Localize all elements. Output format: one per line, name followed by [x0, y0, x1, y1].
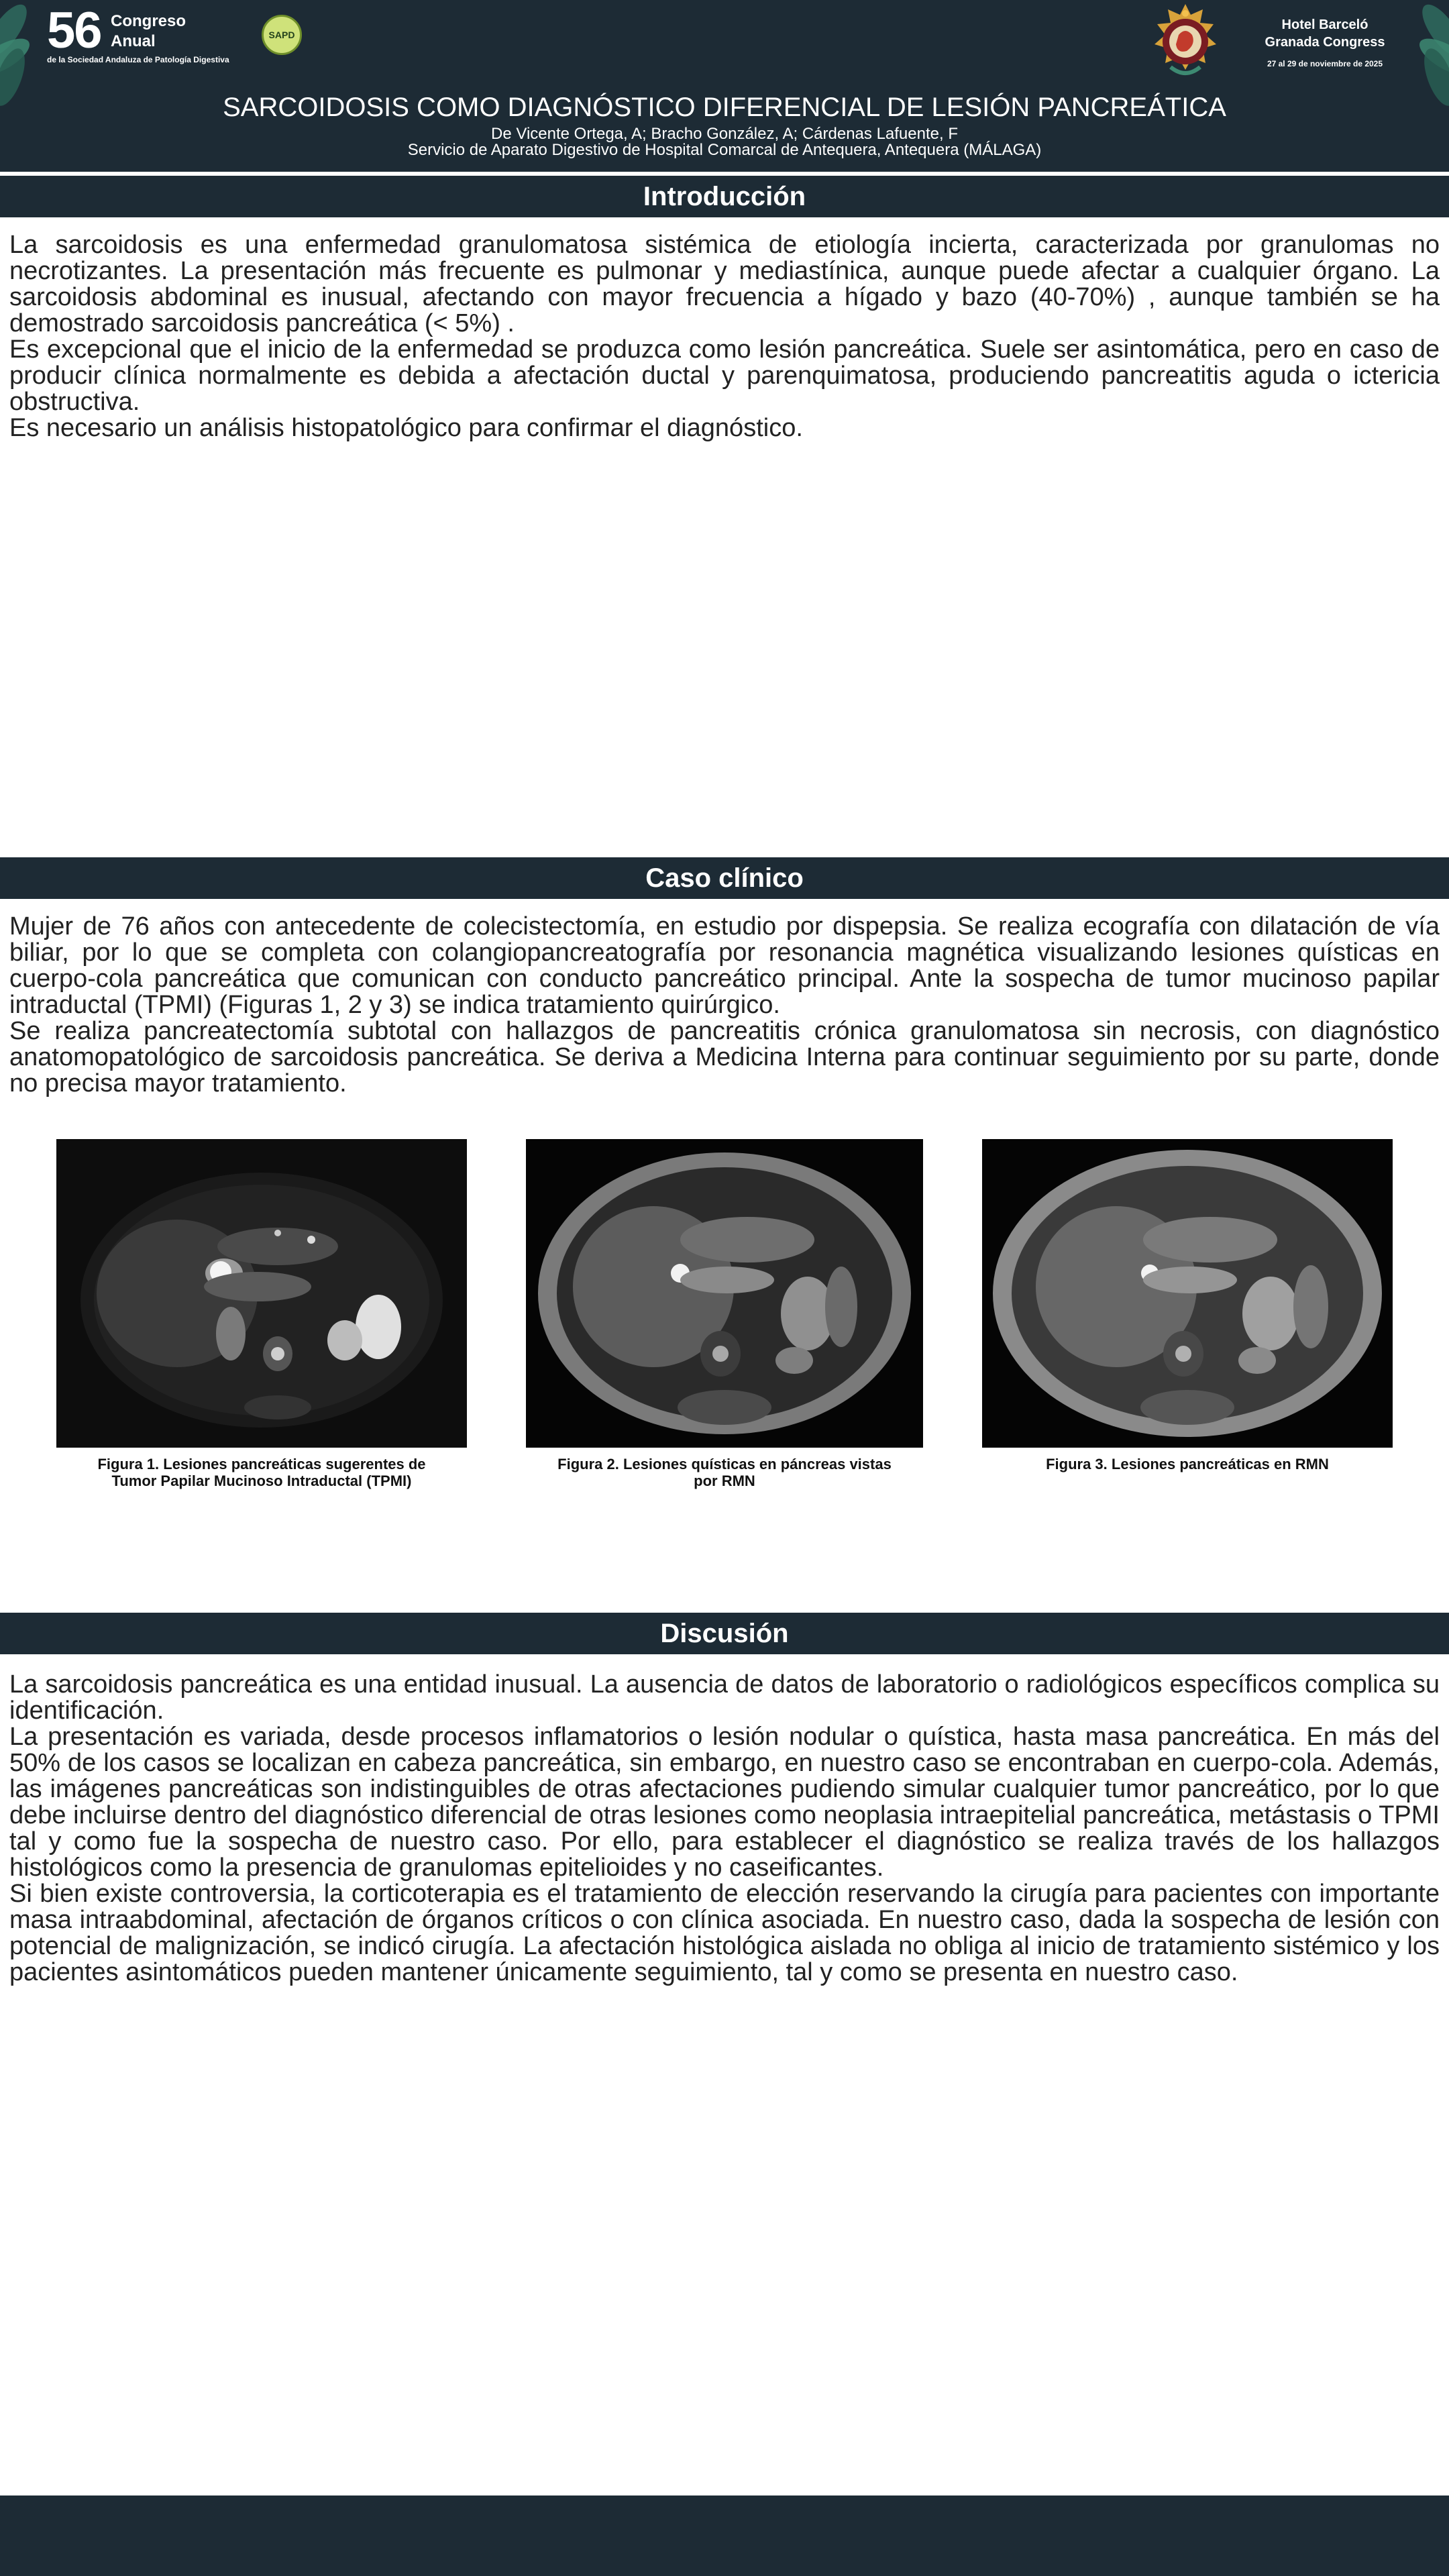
congress-label-line1: Congreso	[111, 12, 186, 30]
paragraph: Mujer de 76 años con antecedente de colecistectomía, en estudio por dispepsia. Se realiza ecografía con dilatación de vía biliar, por lo que se completa con colangiopancreatografía por resonancia magnética visualizando lesiones quísticas en cuerpo-cola pancreática que comunican con conducto pancreático principal. Ante la sospecha de tumor mucinoso papilar intraductal (TPMI) (Figuras 1, 2 y 3) se indica tratamiento quirúrgico.	[9, 912, 1440, 1019]
congress-number: 56	[47, 2, 101, 59]
congress-logo	[47, 2, 302, 70]
figure-2	[526, 1139, 923, 1489]
section-heading-discusion: Discusión	[0, 1613, 1449, 1654]
caption-line: Figura 1. Lesiones pancreáticas sugerentes de	[97, 1456, 426, 1472]
paragraph: Es excepcional que el inicio de la enfermedad se produzca como lesión pancreática. Suele ser asintomática, pero en caso de producir clínica normalmente es debida a afectación ductal y parenquimatosa, produciendo pancreatitis aguda o ictericia obstructiva.	[9, 335, 1440, 416]
caption-line: Figura 3. Lesiones pancreáticas en RMN	[1046, 1456, 1329, 1472]
paragraph: Se realiza pancreatectomía subtotal con hallazgos de pancreatitis crónica granulomatosa sin necrosis, con diagnóstico anatomopatológico de sarcoidosis pancreática. Se deriva a Medicina Interna para continuar seguimiento por su parte, donde no precisa mayor tratamiento.	[9, 1017, 1440, 1097]
figure-1	[56, 1139, 467, 1489]
discusion-text	[9, 1672, 1440, 1986]
caption-line: por RMN	[694, 1472, 755, 1489]
paragraph: La presentación es variada, desde procesos inflamatorios o lesión nodular o quística, hasta masa pancreática. En más del 50% de los casos se localizan en cabeza pancreática, sin embargo, en nuestro caso se encontraban en cuerpo-cola. Además, las imágenes pancreáticas son indistinguibles de otras afectaciones pudiendo simular cualquier tumor pancreático, por lo que debe incluirse dentro del diagnóstico diferencial de otras lesiones como neoplasia intraepitelial pancreática, metástasis o TPMI tal y como fue la sospecha de nuestro caso. Por ello, para establecer el diagnóstico se realiza través de los hallazgos histológicos como la presencia de granulomas epitelioides y no caseificantes.	[9, 1723, 1440, 1882]
poster-authors: De Vicente Ortega, A; Bracho González, A; Cárdenas Lafuente, F	[491, 125, 958, 143]
venue-hotel: Hotel Barceló	[1281, 17, 1368, 32]
paragraph: Si bien existe controversia, la corticoterapia es el tratamiento de elección reservando la cirugía para pacientes con importante masa intraabdominal, afectación de órganos críticos o con clínica asociada. En nuestro caso, dada la sospecha de lesión con potencial de malignización, se indicó cirugía. La afectación histológica aislada no obliga al inicio de tratamiento sistémico y los pacientes asintomáticos pueden mantener únicamente seguimiento, tal y como se presenta en nuestro caso.	[9, 1880, 1440, 1986]
figure-3	[982, 1139, 1393, 1472]
venue-name: Granada Congress	[1265, 35, 1385, 50]
venue-dates: 27 al 29 de noviembre de 2025	[1267, 59, 1383, 68]
figure-caption	[982, 1456, 1393, 1472]
paragraph: La sarcoidosis es una enfermedad granulomatosa sistémica de etiología incierta, caracterizada por granulomas no necrotizantes. La presentación más frecuente es pulmonar y mediastínica, aunque puede afectar a cualquier órgano. La sarcoidosis abdominal es inusual, afectando con mayor frecuencia a hígado y bazo (40-70%) , aunque también se ha demostrado sarcoidosis pancreática (< 5%) .	[9, 231, 1440, 337]
sapd-logo-icon: SAPD	[262, 15, 302, 55]
introduccion-text	[9, 232, 1440, 441]
mri-image-figure-3	[982, 1139, 1393, 1448]
venue-info	[1248, 16, 1402, 68]
poster-footer	[0, 2496, 1449, 2576]
mri-image-figure-2	[526, 1139, 923, 1448]
mri-image-figure-1	[56, 1139, 467, 1448]
section-heading-introduccion: Introducción	[0, 176, 1449, 217]
caption-line: Figura 2. Lesiones quísticas en páncreas vistas	[557, 1456, 892, 1472]
poster-header	[0, 0, 1449, 172]
congress-label-line2: Anual	[111, 32, 156, 50]
paragraph: La sarcoidosis pancreática es una entidad inusual. La ausencia de datos de laboratorio o radiológicos específicos complica su identificación.	[9, 1670, 1440, 1725]
caso-clinico-text	[9, 914, 1440, 1097]
caption-line: Tumor Papilar Mucinoso Intraductal (TPMI)	[111, 1472, 412, 1489]
congress-society: de la Sociedad Andaluza de Patología Digestiva	[47, 55, 229, 64]
paragraph: Es necesario un análisis histopatológico para confirmar el diagnóstico.	[9, 414, 803, 442]
poster-affiliation: Servicio de Aparato Digestivo de Hospital Comarcal de Antequera, Antequera (MÁLAGA)	[407, 141, 1042, 159]
section-heading-caso-clinico: Caso clínico	[0, 857, 1449, 899]
figure-caption	[526, 1456, 923, 1489]
granada-emblem-icon	[1144, 0, 1227, 83]
figure-caption	[56, 1456, 467, 1489]
poster-title: SARCOIDOSIS COMO DIAGNÓSTICO DIFERENCIAL DE LESIÓN PANCREÁTICA	[223, 93, 1226, 122]
